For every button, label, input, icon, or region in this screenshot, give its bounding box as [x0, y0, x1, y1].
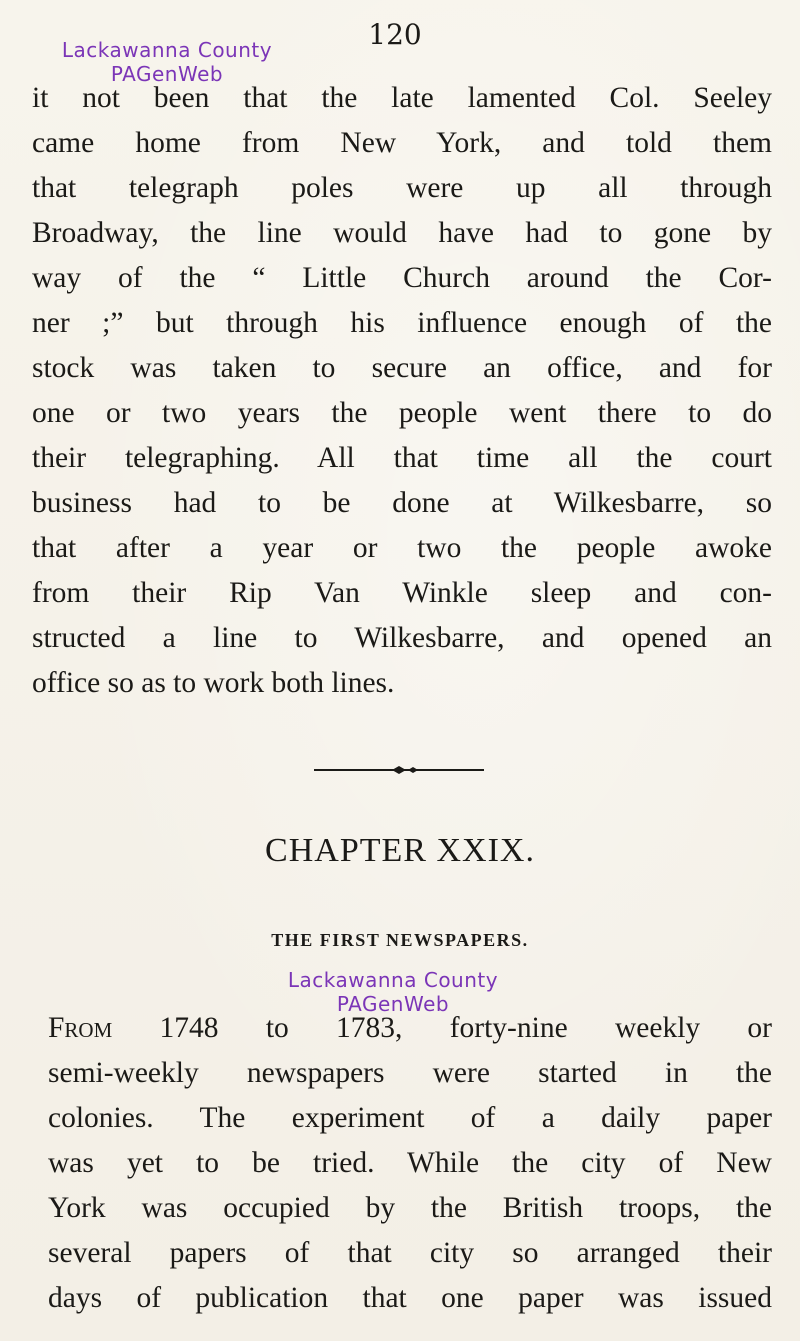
- text-line: [48, 1006, 772, 1051]
- text-line: was yet to be tried. While the city of New: [48, 1147, 772, 1179]
- page-number: 120: [368, 18, 422, 51]
- chapter-subtitle: THE FIRST NEWSPAPERS.: [271, 930, 529, 950]
- text-line: York was occupied by the British troops, the: [48, 1192, 772, 1224]
- text-line: semi-weekly newspapers were started in the: [48, 1057, 772, 1089]
- text-line: several papers of that city so arranged their: [48, 1237, 772, 1269]
- text-line: stock was taken to secure an office, and for: [32, 352, 772, 384]
- chapter-title: CHAPTER XXIX.: [265, 832, 535, 869]
- text-line: office so as to work both lines.: [32, 667, 395, 699]
- section-divider: [314, 766, 484, 774]
- drop-word: From: [48, 1012, 113, 1044]
- text-line: came home from New York, and told them: [32, 127, 772, 159]
- text-line: business had to be done at Wilkesbarre, so: [32, 487, 772, 519]
- first-line-rest: 1748 to 1783, forty-nine weekly or: [112, 1012, 772, 1044]
- text-line: that after a year or two the people awoke: [32, 532, 772, 564]
- text-line: colonies. The experiment of a daily paper: [48, 1102, 772, 1134]
- text-line: structed a line to Wilkesbarre, and opened an: [32, 622, 772, 654]
- watermark-top-line1: Lackawanna County: [61, 38, 273, 62]
- text-line: way of the “ Little Church around the Cor-: [32, 262, 772, 294]
- second-paragraph: [48, 1006, 772, 1321]
- text-line: ner ;” but through his influence enough of the: [32, 307, 772, 339]
- text-line: it not been that the late lamented Col. Seeley: [32, 82, 772, 114]
- top-paragraph: [32, 76, 772, 706]
- text-line: Broadway, the line would have had to gone by: [32, 217, 772, 249]
- text-line: from their Rip Van Winkle sleep and con-: [32, 577, 772, 609]
- text-line: one or two years the people went there to do: [32, 397, 772, 429]
- text-line: days of publication that one paper was issued: [48, 1282, 772, 1314]
- watermark-middle-line2: PAGenWeb: [336, 992, 450, 1016]
- text-line: that telegraph poles were up all through: [32, 172, 772, 204]
- watermark-middle-line1: Lackawanna County: [287, 968, 499, 992]
- text-line: their telegraphing. All that time all the court: [32, 442, 772, 474]
- watermark-top-line2: PAGenWeb: [110, 62, 224, 86]
